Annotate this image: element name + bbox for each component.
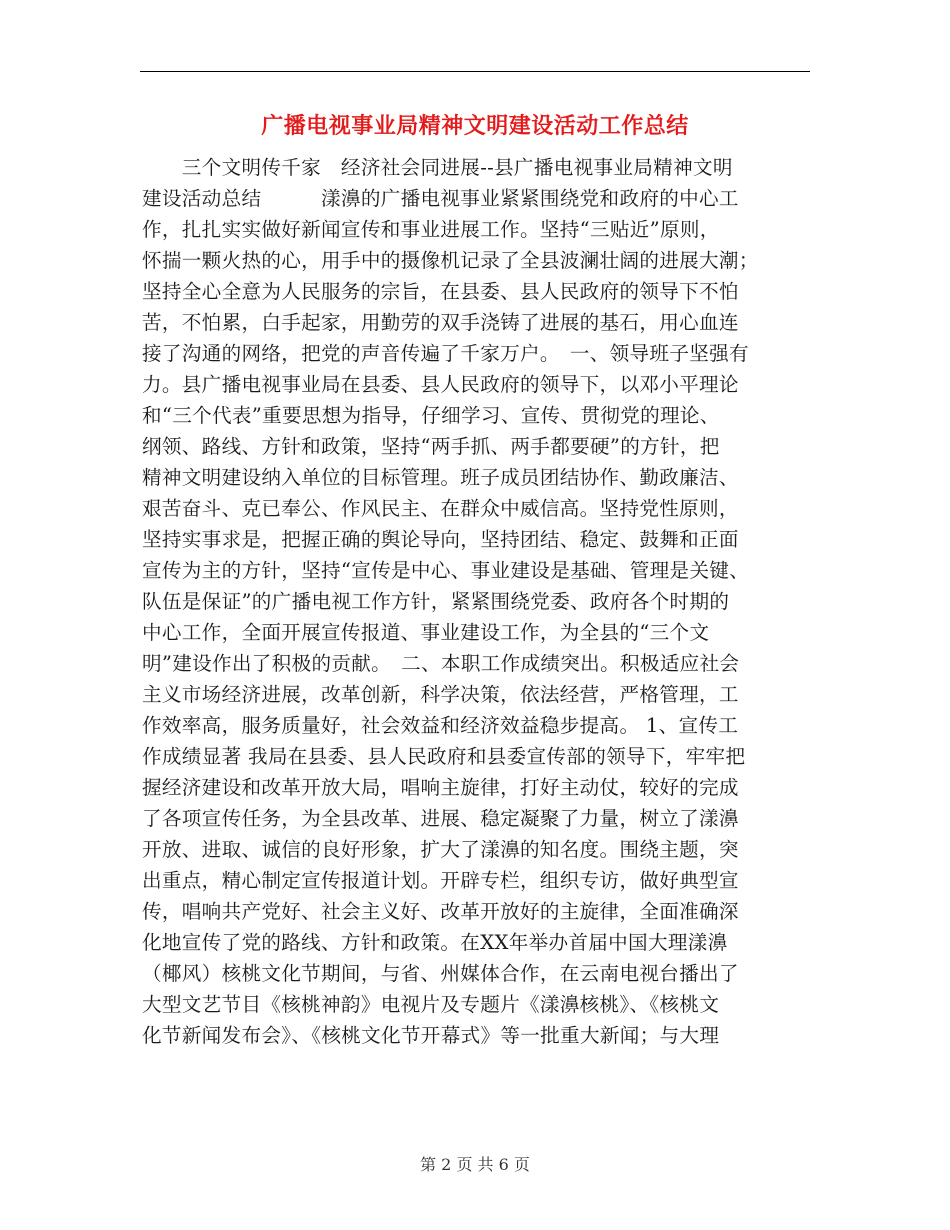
body-line: 怀揣一颗火热的心，用手中的摄像机记录了全县波澜壮阔的进展大潮； [142,249,759,272]
body-line: 三个文明传千家 经济社会同进展--县广播电视事业局精神文明 [142,156,733,179]
body-line: 力。县广播电视事业局在县委、县人民政府的领导下，以邓小平理论 [142,373,739,396]
document-title: 广播电视事业局精神文明建设活动工作总结 [261,113,689,139]
body-line: 宣传为主的方针，坚持“宣传是中心、事业建设是基础、管理是关键、 [142,559,750,582]
body-line: 开放、进取、诚信的良好形象，扩大了漾濞的知名度。围绕主题，突 [142,838,739,861]
body-line: 了各项宣传任务，为全县改革、进展、稳定凝聚了力量，树立了漾濞 [142,807,739,830]
body-line: 作，扎扎实实做好新闻宣传和事业进展工作。坚持“三贴近”原则， [142,218,720,241]
body-line: 作成绩显著 我局在县委、县人民政府和县委宣传部的领导下，牢牢把 [142,745,746,768]
body-line: （椰风）核桃文化节期间，与省、州媒体合作，在云南电视台播出了 [142,962,739,985]
body-line: 建设活动总结 漾濞的广播电视事业紧紧围绕党和政府的中心工 [142,187,739,210]
body-line: 出重点，精心制定宣传报道计划。开辟专栏，组织专访，做好典型宣 [142,869,739,892]
body-line: 作效率高，服务质量好，社会效益和经济效益稳步提高。 1、宣传工 [142,714,739,737]
body-line: 坚持实事求是，把握正确的舆论导向，坚持团结、稳定、鼓舞和正面 [142,528,739,551]
body-line: 传，唱响共产党好、社会主义好、改革开放好的主旋律，全面准确深 [142,900,739,923]
body-line: 和“三个代表”重要思想为指导，仔细学习、宣传、贯彻党的理论、 [142,404,720,427]
page-footer: 第 2 页 共 6 页 [420,1155,530,1174]
body-line: 艰苦奋斗、克已奉公、作风民主、在群众中威信高。坚持党性原则， [142,497,739,520]
document-body [142,152,812,1051]
body-line: 化地宣传了党的路线、方针和政策。在XX年举办首届中国大理漾濞 [142,931,728,954]
body-line: 大型文艺节目《核桃神韵》电视片及专题片《漾濞核桃》、《核桃文 [142,993,720,1016]
header-rule [140,71,810,72]
body-line: 坚持全心全意为人民服务的宗旨，在县委、县人民政府的领导下不怕 [142,280,739,303]
body-line: 明”建设作出了积极的贡献。 二、本职工作成绩突出。积极适应社会 [142,652,740,675]
body-line: 队伍是保证”的广播电视工作方针，紧紧围绕党委、政府各个时期的 [142,590,730,613]
body-line: 化节新闻发布会》、《核桃文化节开幕式》等一批重大新闻；与大理 [142,1024,720,1047]
body-line: 精神文明建设纳入单位的目标管理。班子成员团结协作、勤政廉洁、 [142,466,739,489]
body-line: 接了沟通的网络，把党的声音传遍了千家万户。 一、领导班子坚强有 [142,342,749,365]
body-line: 纲领、路线、方针和政策，坚持“两手抓、两手都要硬”的方针，把 [142,435,720,458]
body-line: 苦，不怕累，白手起家，用勤劳的双手浇铸了进展的基石，用心血连 [142,311,739,334]
body-line: 中心工作，全面开展宣传报道、事业建设工作，为全县的“三个文 [142,621,710,644]
body-line: 主义市场经济进展，改革创新，科学决策，依法经营，严格管理，工 [142,683,739,706]
body-line: 握经济建设和改革开放大局，唱响主旋律，打好主动仗，较好的完成 [142,776,739,799]
